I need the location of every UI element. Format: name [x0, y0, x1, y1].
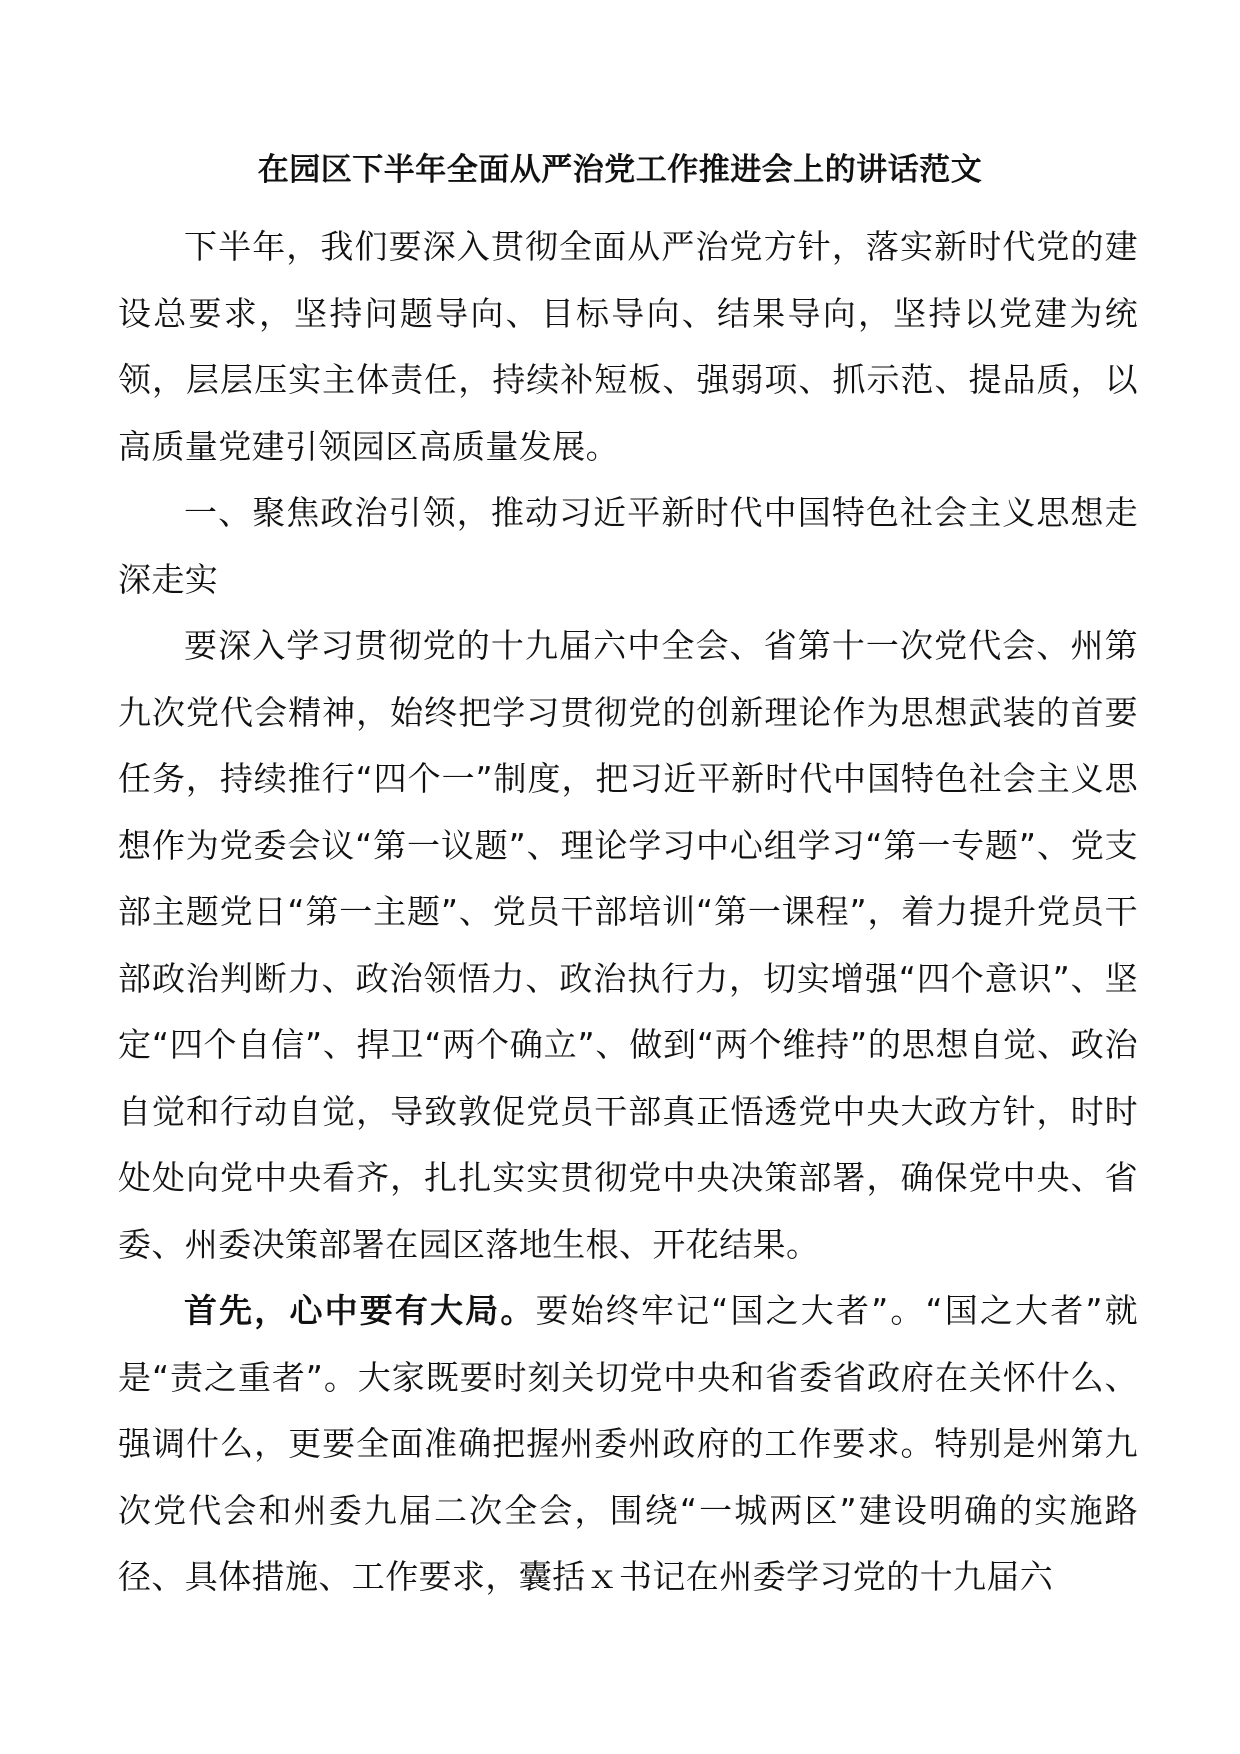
- paragraph-section-1: [118, 613, 1138, 1278]
- paragraph-text: 要始终牢记“国之大者”。“国之大者”就是“责之重者”。大家既要时刻关切党中央和省委省政府在关怀什么、强调什么，更要全面准确把握州委州政府的工作要求。特别是州第九次党代会和州委九届二次全会，围绕“一城两区”建设明确的实施路径、具体措施、工作要求，囊括ｘ书记在州委学习党的十九届六: [118, 1291, 1138, 1596]
- paragraph-text: 一、聚焦政治引领，推动习近平新时代中国特色社会主义思想走深走实: [118, 493, 1138, 599]
- section-heading-1: [118, 480, 1138, 613]
- paragraph-lead: 首先，心中要有大局。: [184, 1291, 536, 1330]
- paragraph-text: 下半年，我们要深入贯彻全面从严治党方针，落实新时代党的建设总要求，坚持问题导向、目标导向、结果导向，坚持以党建为统领，层层压实主体责任，持续补短板、强弱项、抓示范、提品质，以高质量党建引领园区高质量发展。: [118, 227, 1138, 466]
- document-title: 在园区下半年全面从严治党工作推进会上的讲话范文: [257, 152, 983, 188]
- paragraph-text: 要深入学习贯彻党的十九届六中全会、省第十一次党代会、州第九次党代会精神，始终把学习贯彻党的创新理论作为思想武装的首要任务，持续推行“四个一”制度，把习近平新时代中国特色社会主义思想作为党委会议“第一议题”、理论学习中心组学习“第一专题”、党支部主题党日“第一主题”、党员干部培训“第一课程”，着力提升党员干部政治判断力、政治领悟力、政治执行力，切实增强“四个意识”、坚定“四个自信”、捍卫“两个确立”、做到“两个维持”的思想自觉、政治自觉和行动自觉，导致敦促党员干部真正悟透党中央大政方针，时时处处向党中央看齐，扎扎实实贯彻党中央决策部署，确保党中央、省委、州委决策部署在园区落地生根、开花结果。: [118, 626, 1138, 1264]
- document-body: [118, 214, 1138, 1611]
- paragraph-intro: [118, 214, 1138, 480]
- paragraph-first-point: [118, 1278, 1138, 1611]
